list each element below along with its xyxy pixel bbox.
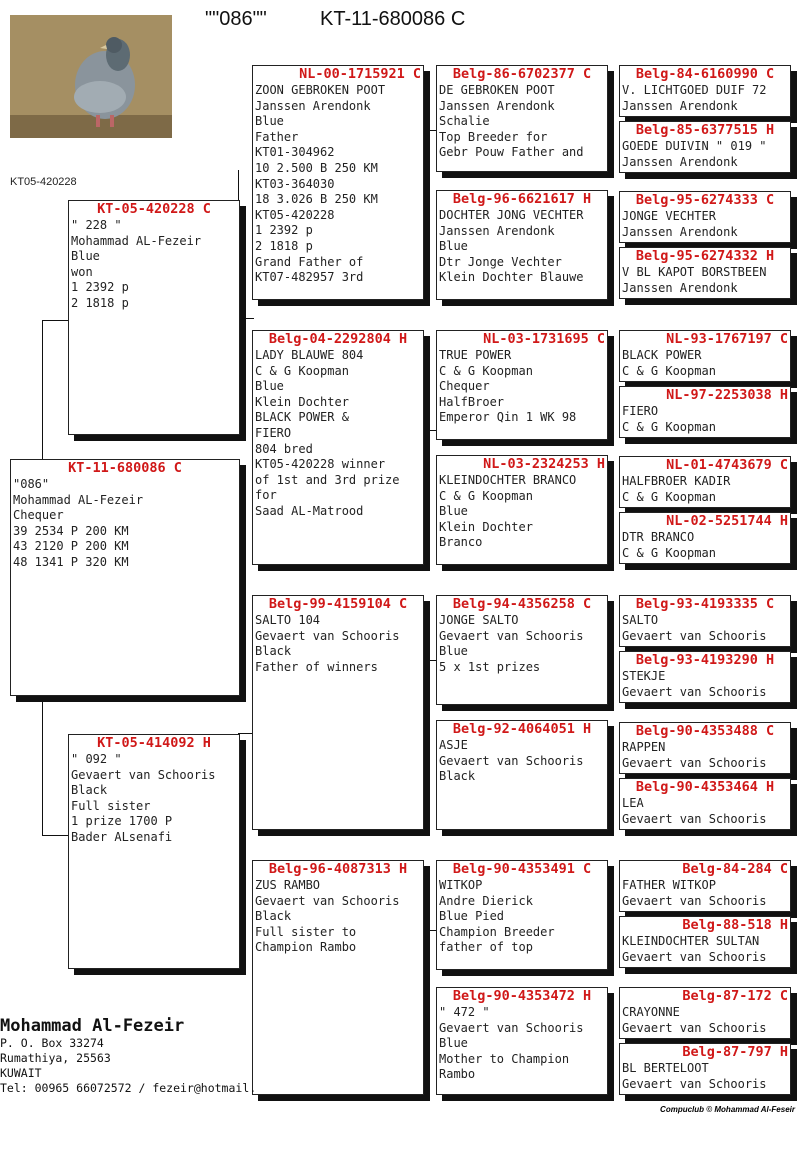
card-line: Full sister to xyxy=(255,924,357,939)
pedigree-card-gen4-6[interactable] xyxy=(436,860,608,970)
card-line: Schalie xyxy=(439,114,490,129)
ring-number: NL-02-5251744 H xyxy=(666,513,788,529)
card-line: Klein Dochter xyxy=(255,394,349,409)
pedigree-card-sire[interactable] xyxy=(68,200,240,435)
ring-number: Belg-90-4353491 C xyxy=(452,861,592,877)
card-line: Gevaert van Schooris xyxy=(622,755,767,770)
card-line: 804 bred xyxy=(255,441,313,456)
ring-number: Belg-87-797 H xyxy=(682,1044,788,1060)
card-line: Blue xyxy=(439,1036,468,1051)
card-line: Blue xyxy=(71,249,100,264)
card-line: 48 1341 P 320 KM xyxy=(13,554,129,569)
card-line: C & G Koopman xyxy=(439,363,533,378)
pedigree-card-gen5-8[interactable] xyxy=(619,595,791,647)
side-label: KT05-420228 xyxy=(10,176,77,188)
card-line: KT07-482957 3rd xyxy=(255,270,364,285)
card-line: 18 3.026 B 250 KM xyxy=(255,192,378,207)
card-line: Blue xyxy=(255,379,284,394)
card-line: ZUS RAMBO xyxy=(255,878,321,892)
card-line: 43 2120 P 200 KM xyxy=(13,539,129,554)
pedigree-card-gen5-5[interactable] xyxy=(619,386,791,438)
card-line: Janssen Arendonk xyxy=(622,280,738,295)
card-line: RAPPEN xyxy=(622,740,666,754)
card-line: Blue xyxy=(439,504,468,519)
card-line: Gevaert van Schooris xyxy=(622,811,767,826)
card-line: Janssen Arendonk xyxy=(622,98,738,113)
ring-number: Belg-84-284 C xyxy=(682,861,788,877)
pedigree-card-gen5-9[interactable] xyxy=(619,651,791,703)
ring-number: KT-05-414092 H xyxy=(97,735,211,751)
ring-number: Belg-96-4087313 H xyxy=(268,861,408,877)
card-line: Gevaert van Schooris xyxy=(622,1076,767,1091)
ring-number: Belg-92-4064051 H xyxy=(452,721,592,737)
card-line: Father of winners xyxy=(255,659,378,674)
card-line: DE GEBROKEN POOT xyxy=(439,83,555,97)
card-line: Full sister xyxy=(71,798,151,813)
header-ring: KT-11-680086 C xyxy=(320,8,466,30)
card-line: Dtr Jonge Vechter xyxy=(439,254,562,269)
card-line: Gevaert van Schooris xyxy=(622,628,767,643)
owner-block xyxy=(0,1016,256,1096)
ring-number: Belg-84-6160990 C xyxy=(635,66,775,82)
pedigree-card-gen5-12[interactable] xyxy=(619,860,791,912)
card-line: Gevaert van Schooris xyxy=(622,1020,767,1035)
ring-number: Belg-90-4353488 C xyxy=(635,723,775,739)
card-line: SALTO xyxy=(622,613,659,627)
card-line: 5 x 1st prizes xyxy=(439,659,541,674)
card-line: Champion Breeder xyxy=(439,924,555,939)
card-line: GOEDE DUIVIN " 019 " xyxy=(622,139,767,153)
card-line: won xyxy=(71,264,93,279)
card-line: Janssen Arendonk xyxy=(622,154,738,169)
ring-number: Belg-93-4193290 H xyxy=(635,652,775,668)
ring-number: Belg-88-518 H xyxy=(682,917,788,933)
card-line: KLEINDOCHTER BRANCO xyxy=(439,473,577,487)
card-line: SALTO 104 xyxy=(255,613,321,627)
pigeon-photo xyxy=(10,15,172,138)
ring-number: NL-97-2253038 H xyxy=(666,387,788,403)
pedigree-card-dam[interactable] xyxy=(68,734,240,969)
card-line: Mohammad AL-Fezeir xyxy=(13,492,144,507)
card-line: of 1st and 3rd prize xyxy=(255,472,400,487)
card-line: TRUE POWER xyxy=(439,348,512,362)
card-line: DOCHTER JONG VECHTER xyxy=(439,208,584,222)
card-line: Blue xyxy=(439,644,468,659)
ring-number: KT-05-420228 C xyxy=(97,201,211,217)
pedigree-card-gen4-7[interactable] xyxy=(436,987,608,1095)
header-quoted-name: ""086"" xyxy=(205,8,267,30)
card-line: STEKJE xyxy=(622,669,666,683)
owner-line: Rumathiya, 25563 xyxy=(0,1051,111,1065)
ring-number: NL-01-4743679 C xyxy=(666,457,788,473)
card-line: Black xyxy=(71,783,108,798)
card-line: FIERO xyxy=(255,425,292,440)
card-line: HalfBroer xyxy=(439,394,505,409)
card-line: Gevaert van Schooris xyxy=(622,893,767,908)
pedigree-card-gen5-1[interactable] xyxy=(619,121,791,173)
pedigree-card-gen3-3[interactable] xyxy=(252,860,424,1095)
card-line: KT05-420228 winner xyxy=(255,457,386,472)
card-line: HALFBROER KADIR xyxy=(622,474,731,488)
card-line: Mother to Champion xyxy=(439,1051,570,1066)
card-line: " 472 " xyxy=(439,1005,490,1019)
card-line: Andre Dierick xyxy=(439,893,533,908)
card-line: Chequer xyxy=(439,379,490,394)
pigeon-icon xyxy=(10,15,172,138)
ring-number: Belg-86-6702377 C xyxy=(452,66,592,82)
card-line: V BL KAPOT BORSTBEEN xyxy=(622,265,767,279)
card-line: KT03-364030 xyxy=(255,176,335,191)
owner-line: Tel: 00965 66072572 / fezeir@hotmail. xyxy=(0,1081,257,1095)
card-line: BL BERTELOOT xyxy=(622,1061,709,1075)
pedigree-card-gen4-2[interactable] xyxy=(436,330,608,440)
card-line: Top Breeder for xyxy=(439,129,548,144)
card-line: LADY BLAUWE 804 xyxy=(255,348,364,362)
card-line: Rambo xyxy=(439,1067,476,1082)
card-line: Black xyxy=(255,644,292,659)
card-line: ASJE xyxy=(439,738,468,752)
pedigree-card-gen5-11[interactable] xyxy=(619,778,791,830)
ring-number: Belg-87-172 C xyxy=(682,988,788,1004)
pedigree-card-gen5-4[interactable] xyxy=(619,330,791,382)
ring-number: Belg-93-4193335 C xyxy=(635,596,775,612)
card-line: C & G Koopman xyxy=(622,489,716,504)
card-line: FATHER WITKOP xyxy=(622,878,716,892)
card-line: Black xyxy=(439,769,476,784)
ring-number: Belg-94-4356258 C xyxy=(452,596,592,612)
card-line: for xyxy=(255,488,277,503)
ring-number: Belg-85-6377515 H xyxy=(635,122,775,138)
pedigree-card-gen4-1[interactable] xyxy=(436,190,608,300)
ring-number: NL-03-1731695 C xyxy=(483,331,605,347)
ring-number: KT-11-680086 C xyxy=(68,460,182,476)
card-line: Emperor Qin 1 WK 98 xyxy=(439,410,577,425)
card-line: Gevaert van Schooris xyxy=(439,1020,584,1035)
card-line: Chequer xyxy=(13,508,64,523)
card-line: Branco xyxy=(439,535,483,550)
ring-number: Belg-04-2292804 H xyxy=(268,331,408,347)
card-line: Janssen Arendonk xyxy=(255,98,371,113)
pedigree-card-gen3-1[interactable] xyxy=(252,330,424,565)
card-line: Gevaert van Schooris xyxy=(622,684,767,699)
card-line: Janssen Arendonk xyxy=(622,224,738,239)
ring-number: Belg-96-6621617 H xyxy=(452,191,592,207)
card-line: Gevaert van Schooris xyxy=(439,753,584,768)
pedigree-card-gen3-0[interactable] xyxy=(252,65,424,300)
card-line: JONGE VECHTER xyxy=(622,209,716,223)
card-line: Saad AL-Matrood xyxy=(255,503,364,518)
pedigree-card-gen5-15[interactable] xyxy=(619,1043,791,1095)
pedigree-card-gen4-3[interactable] xyxy=(436,455,608,565)
card-line: Gevaert van Schooris xyxy=(71,767,216,782)
pedigree-card-gen5-7[interactable] xyxy=(619,512,791,564)
card-line: Mohammad AL-Fezeir xyxy=(71,233,202,248)
ring-number: NL-93-1767197 C xyxy=(666,331,788,347)
card-line: Gevaert van Schooris xyxy=(622,949,767,964)
card-line: Gevaert van Schooris xyxy=(439,628,584,643)
pedigree-card-gen5-10[interactable] xyxy=(619,722,791,774)
card-line: C & G Koopman xyxy=(622,363,716,378)
ring-number: Belg-95-6274333 C xyxy=(635,192,775,208)
card-line: WITKOP xyxy=(439,878,483,892)
card-line: CRAYONNE xyxy=(622,1005,680,1019)
card-line: BLACK POWER & xyxy=(255,410,349,425)
card-line: BLACK POWER xyxy=(622,348,702,362)
card-line: Father xyxy=(255,129,299,144)
pedigree-card-gen3-2[interactable] xyxy=(252,595,424,830)
pedigree-card-gen4-0[interactable] xyxy=(436,65,608,172)
card-line: C & G Koopman xyxy=(622,545,716,560)
card-line: Klein Dochter Blauwe xyxy=(439,270,584,285)
card-line: LEA xyxy=(622,796,644,810)
pedigree-card-gen5-3[interactable] xyxy=(619,247,791,299)
card-line: V. LICHTGOED DUIF 72 xyxy=(622,83,767,97)
ring-number: Belg-99-4159104 C xyxy=(268,596,408,612)
card-line: 2 1818 p xyxy=(255,238,313,253)
card-line: 39 2534 P 200 KM xyxy=(13,523,129,538)
pedigree-card-gen5-14[interactable] xyxy=(619,987,791,1039)
card-line: Champion Rambo xyxy=(255,940,357,955)
card-line: Klein Dochter xyxy=(439,519,533,534)
card-line: Bader ALsenafi xyxy=(71,829,173,844)
card-line: FIERO xyxy=(622,404,659,418)
pedigree-card-gen5-13[interactable] xyxy=(619,916,791,968)
card-line: 2 1818 p xyxy=(71,295,129,310)
pedigree-card-gen5-2[interactable] xyxy=(619,191,791,243)
owner-line: P. O. Box 33274 xyxy=(0,1036,104,1050)
ring-number: NL-03-2324253 H xyxy=(483,456,605,472)
pedigree-card-gen5-0[interactable] xyxy=(619,65,791,117)
card-line: Janssen Arendonk xyxy=(439,223,555,238)
card-line: KT05-420228 xyxy=(255,207,335,222)
pedigree-card-gen1[interactable] xyxy=(10,459,240,696)
card-line: Blue Pied xyxy=(439,909,505,924)
card-line: JONGE SALTO xyxy=(439,613,519,627)
card-line: C & G Koopman xyxy=(255,363,349,378)
pedigree-card-gen5-6[interactable] xyxy=(619,456,791,508)
ring-number: Belg-95-6274332 H xyxy=(635,248,775,264)
card-line: 1 prize 1700 P xyxy=(71,814,173,829)
card-line: C & G Koopman xyxy=(439,488,533,503)
card-line: " 228 " xyxy=(71,218,122,232)
card-line: 1 2392 p xyxy=(71,280,129,295)
card-line: KLEINDOCHTER SULTAN xyxy=(622,934,760,948)
owner-name: Mohammad Al-Fezeir xyxy=(0,1016,185,1036)
card-line: 10 2.500 B 250 KM xyxy=(255,160,378,175)
card-line: Grand Father of xyxy=(255,254,364,269)
card-line: father of top xyxy=(439,940,533,955)
card-line: DTR BRANCO xyxy=(622,530,695,544)
card-line: C & G Koopman xyxy=(622,419,716,434)
card-line: 1 2392 p xyxy=(255,223,313,238)
card-line: KT01-304962 xyxy=(255,145,335,160)
card-line: ZOON GEBROKEN POOT xyxy=(255,83,386,97)
card-line: Blue xyxy=(439,239,468,254)
card-line: Janssen Arendonk xyxy=(439,98,555,113)
pedigree-card-gen4-5[interactable] xyxy=(436,720,608,830)
ring-number: Belg-90-4353464 H xyxy=(635,779,775,795)
ring-number: Belg-90-4353472 H xyxy=(452,988,592,1004)
card-line: Gevaert van Schooris xyxy=(255,628,400,643)
card-line: Blue xyxy=(255,114,284,129)
card-line: Black xyxy=(255,909,292,924)
card-line: Gevaert van Schooris xyxy=(255,893,400,908)
pedigree-card-gen4-4[interactable] xyxy=(436,595,608,705)
owner-line: KUWAIT xyxy=(0,1066,42,1080)
credit-text: Compuclub © Mohammad Al-Feseir xyxy=(660,1105,795,1114)
card-line: " 092 " xyxy=(71,752,122,766)
ring-number: NL-00-1715921 C xyxy=(299,66,421,82)
card-line: Gebr Pouw Father and xyxy=(439,145,584,160)
card-line: "086" xyxy=(13,477,50,491)
